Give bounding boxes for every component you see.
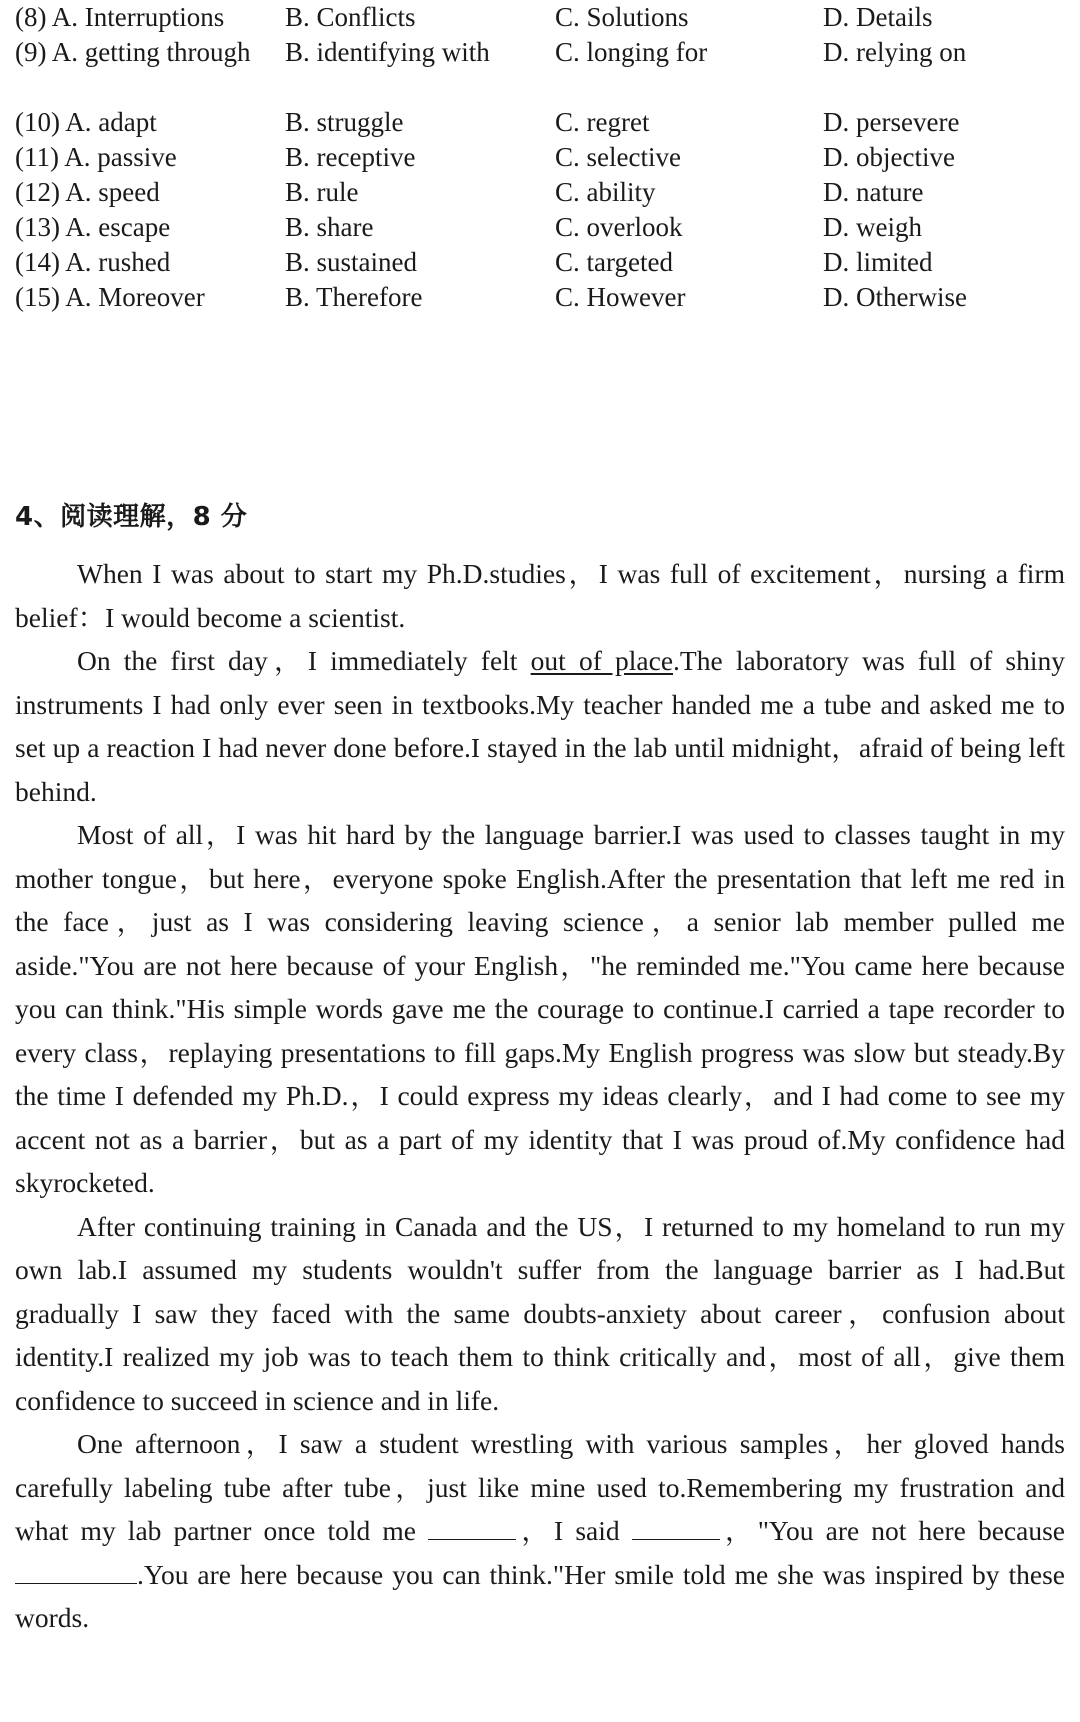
option-a: (10) A. adapt [15,107,157,137]
option-row-13 [15,210,1065,245]
option-d: D. objective [823,142,955,172]
paragraph-1: When I was about to start my Ph.D.studies，I was full of excitement，nursing a firm belief：I would become a scientist. [15,558,1065,633]
option-row-8 [15,0,1065,35]
option-c: C. ability [555,177,656,207]
option-c: C. selective [555,142,681,172]
option-a: (11) A. passive [15,142,177,172]
paragraph-5 [15,1422,1065,1640]
option-b: B. Conflicts [285,2,416,32]
paragraph-5-text-3: ，"You are not here because [719,1515,1065,1546]
option-row-14 [15,245,1065,280]
option-b: B. share [285,212,374,242]
option-a: (14) A. rushed [15,247,171,277]
option-c: C. longing for [555,37,708,67]
answer-blank-2 [632,1517,720,1540]
section-heading: 4、阅读理解，8 分 [15,502,248,532]
option-d: D. Otherwise [823,282,967,312]
underlined-phrase: out of place [530,645,674,676]
option-c: C. targeted [555,247,673,277]
option-c: C. regret [555,107,650,137]
paragraph-3: Most of all，I was hit hard by the language barrier.I was used to classes taught in my mother tongue，but here，everyone spoke English.After the presentation that left me red in the face，just as I was considering leaving science，a senior lab member pulled me aside."You are not here because of your English，"he reminded me."You came here because you can think."His simple words gave me the courage to continue.I carried a tape recorder to every class，replaying presentations to fill gaps.My English progress was slow but steady.By the time I defended my Ph.D.，I could express my ideas clearly，and I had come to see my accent not as a barrier，but as a part of my identity that I was proud of.My confidence had skyrocketed. [15,819,1065,1198]
option-b: B. rule [285,177,359,207]
paragraph-4: After continuing training in Canada and the US，I returned to my homeland to run my own lab.I assumed my students wouldn't suffer from the language barrier as I had.But gradually I saw they faced with the same doubts-anxiety about career，confusion about identity.I realized my job was to teach them to think critically and，most of all，give them confidence to succeed in science and in life. [15,1210,1065,1416]
paragraph-2 [15,639,1065,813]
reading-passage [15,552,1065,1640]
option-c: C. Solutions [555,2,689,32]
option-row-10 [15,105,1065,140]
paragraph-5-text-4: .You are here because you can think."Her smile told me she was inspired by these words. [15,1558,1065,1633]
answer-blank-3 [15,1561,137,1584]
option-b: B. identifying with [285,37,490,67]
option-row-12 [15,175,1065,210]
paragraph-5-text-2: ，I said [516,1515,620,1546]
option-a: (13) A. escape [15,212,171,242]
option-d: D. weigh [823,212,922,242]
option-row-11 [15,140,1065,175]
option-d: D. persevere [823,107,960,137]
option-c: C. However [555,282,686,312]
option-b: B. struggle [285,107,404,137]
option-c: C. overlook [555,212,683,242]
option-d: D. limited [823,247,933,277]
options-table [15,0,1065,315]
option-a: (12) A. speed [15,177,160,207]
paragraph-2-text-end: .The laboratory was full of shiny instruments I had only ever seen in textbooks.My teacher handed me a tube and asked me to set up a reaction I had never done before.I stayed in the lab until midnight，afraid of being left behind. [15,645,1065,807]
paragraph-2-text-start: On the first day，I immediately felt [77,645,531,676]
option-d: D. nature [823,177,924,207]
option-a: (15) A. Moreover [15,282,205,312]
paragraph-5-text-1: One afternoon，I saw a student wrestling with various samples，her gloved hands carefully labeling tube after tube，just like mine used to.Remembering my frustration and what my lab partner once told me [15,1428,1065,1546]
option-d: D. Details [823,2,933,32]
option-b: B. sustained [285,247,417,277]
option-b: B. Therefore [285,282,423,312]
option-d: D. relying on [823,37,967,67]
option-row-9 [15,35,1065,105]
option-a: (8) A. Interruptions [15,2,225,32]
option-row-15 [15,280,1065,315]
answer-blank-1 [428,1517,516,1540]
option-a: (9) A. getting through [15,37,251,67]
option-b: B. receptive [285,142,416,172]
